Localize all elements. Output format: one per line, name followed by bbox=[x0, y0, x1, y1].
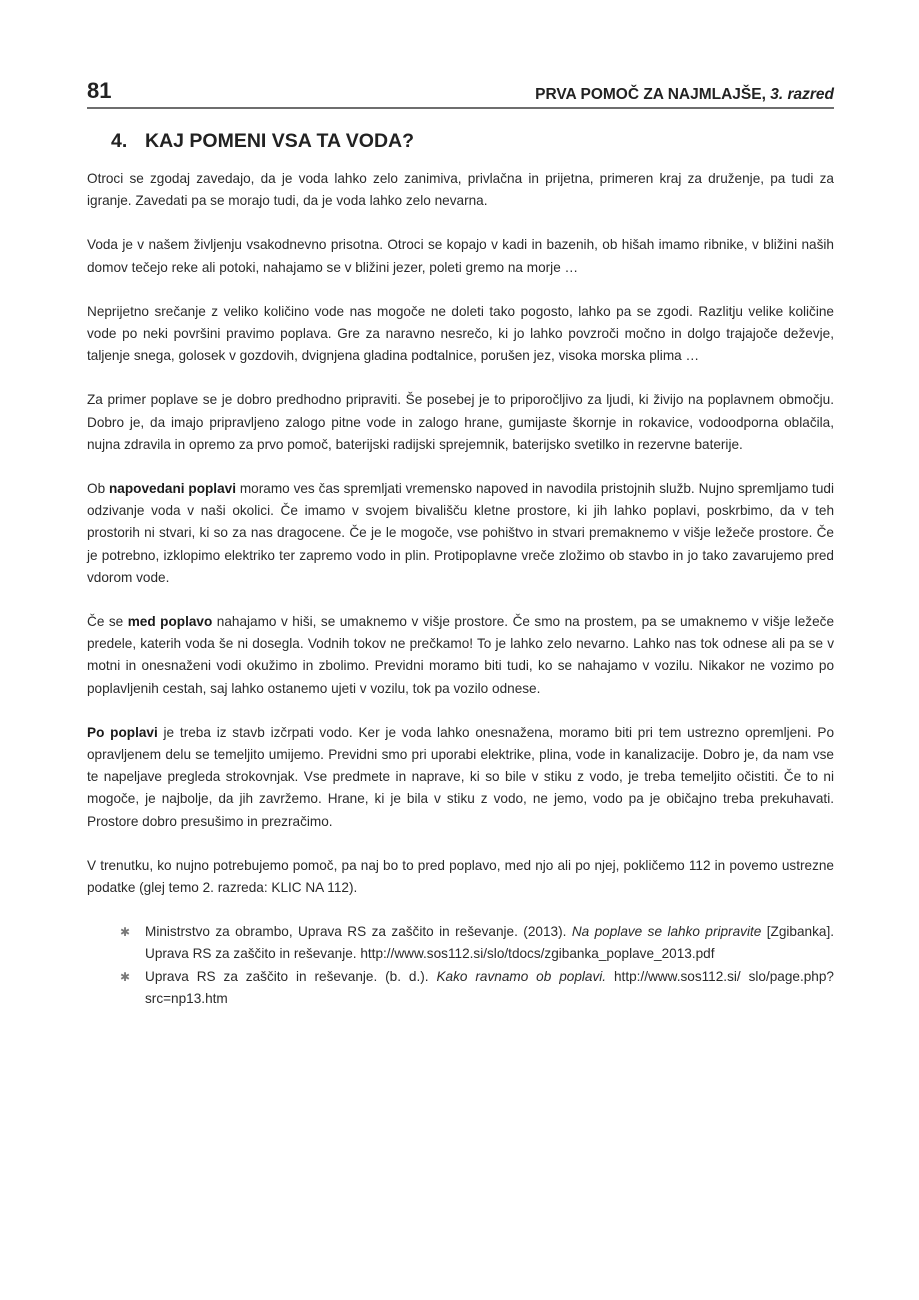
reference-item bbox=[120, 921, 834, 965]
paragraph-announced-flood bbox=[87, 478, 834, 589]
p6-prefix: Če se bbox=[87, 614, 128, 630]
reference-title: Kako ravnamo ob poplavi. bbox=[436, 968, 607, 984]
running-header bbox=[87, 72, 834, 104]
paragraph-after-flood bbox=[87, 722, 834, 833]
running-title-grade: 3. razred bbox=[770, 86, 834, 103]
paragraph-everyday-water: Voda je v našem življenju vsakodnevno prisotna. Otroci se kopajo v kadi in bazenih, ob hišah imamo ribnike, v bližini naših domov tečejo reke ali potoki, nahajamo se v bližini jezer, poleti gremo na morje … bbox=[87, 237, 834, 275]
p5-prefix: Ob bbox=[87, 481, 109, 497]
paragraph-flood-definition: Neprijetno srečanje z veliko količino vode nas mogoče ne doleti tako pogosto, lahko pa se zgodi. Razlitju velike količine vode po neki površini pravimo poplava. Gre za naravno nesrečo, ki jo lahko povzroči močno in dolgo trajajoče deževje, taljenje snega, golosek v gozdovih, dvignjena gladina podtalnice, porušen jez, visoka morska plima … bbox=[87, 303, 834, 364]
paragraph-intro: Otroci se zgodaj zavedajo, da je voda lahko zelo zanimiva, privlačna in prijetna, primeren kraj za druženje, pa tudi za igranje. Zavedati pa se morajo tudi, da je voda lahko zelo nevarna. bbox=[87, 171, 834, 209]
body-text bbox=[87, 168, 834, 1010]
reference-prefix: Ministrstvo za obrambo, Uprava RS za zaščito in reševanje. (2013). bbox=[145, 924, 572, 940]
p6-rest: nahajamo v hiši, se umaknemo v višje prostore. Če smo na prostem, pa se umaknemo v višje ležeče predele, katerih voda še ni dosegla. Vodnih tokov ne prečkamo! To je lahko zelo nevarno. Lahko nas tok odnese ali pa se v motni in onesnaženi vodi okužimo in zbolimo. Previdni moramo biti tudi, ko se nahajamo v vozilu. Nikakor ne vozimo po poplavljenih cestah, saj lahko ostanemo ujeti v vozilu, tok pa vozilo odnese. bbox=[87, 614, 835, 696]
p6-bold: med poplavo bbox=[127, 614, 213, 630]
p7-rest: je treba iz stavb izčrpati vodo. Ker je voda lahko onesnažena, moramo biti pri tem ustrezno opremljeni. Po opravljenem delu se temeljito umijemo. Previdni smo pri uporabi elektrike, plina, vode in kanalizacije. Dobro je, da nam vse te napeljave pregleda strokovnjak. Vse predmete in naprave, ki so bile v stiku z vodo, je treba temeljito očistiti. Če to ni mogoče, je najbolje, da jih zavržemo. Hrane, ki je bila v stiku z vodo, ne jemo, vodo pa je običajno treba prekuhavati. Prostore dobro presušimo in prezračimo. bbox=[87, 724, 834, 829]
asterisk-bullet-icon: ✱ bbox=[120, 969, 131, 984]
section-number: 4. bbox=[111, 130, 128, 152]
page-number: 81 bbox=[87, 78, 112, 103]
reference-item bbox=[120, 966, 834, 1010]
section-heading bbox=[111, 130, 414, 153]
reference-suffix: http://www.sos112.si/ slo/page.php?src=np13.htm bbox=[145, 968, 834, 1006]
p5-bold: napovedani poplavi bbox=[109, 481, 236, 497]
p7-bold: Po poplavi bbox=[87, 724, 158, 740]
reference-title: Na poplave se lahko pripravite bbox=[571, 924, 762, 940]
reference-suffix: [Zgibanka]. Uprava RS za zaščito in reševanje. http://www.sos112.si/slo/tdocs/zgibanka_poplave_2013.pdf bbox=[145, 924, 834, 962]
reference-prefix: Uprava RS za zaščito in reševanje. (b. d.). bbox=[145, 968, 437, 984]
paragraph-during-flood bbox=[87, 611, 834, 700]
paragraph-call-112: V trenutku, ko nujno potrebujemo pomoč, pa naj bo to pred poplavo, med njo ali po njej, pokličemo 112 in povemo ustrezne podatke (glej temo 2. razreda: KLIC NA 112). bbox=[87, 857, 834, 896]
paragraph-preparation: Za primer poplave se je dobro predhodno pripraviti. Še posebej je to priporočljivo za ljudi, ki živijo na poplavnem območju. Dobro je, da imajo pripravljeno zalogo pitne vode in zalogo hrane, gumijaste škornje in rokavice, vodoodporna oblačila, nujna zdravila in opremo za prvo pomoč, baterijski radijski sprejemnik, baterijsko svetilko in rezervne baterije. bbox=[87, 392, 834, 452]
asterisk-bullet-icon: ✱ bbox=[120, 925, 131, 940]
running-title bbox=[535, 86, 834, 104]
section-title: KAJ POMENI VSA TA VODA? bbox=[145, 130, 415, 152]
running-title-main: PRVA POMOČ ZA NAJMLAJŠE, bbox=[535, 86, 766, 103]
header-rule bbox=[87, 107, 834, 109]
reference-list bbox=[87, 921, 834, 1010]
p5-rest: moramo ves čas spremljati vremensko napoved in navodila pristojnih služb. Nujno spremljamo tudi odzivanje voda v naši okolici. Če imamo v svojem bivališču kletne prostore, ki jih lahko poplavi, poskrbimo, da v teh prostorih ni stvari, ki so za nas dragocene. Če je le mogoče, vse pohištvo in stvari premaknemo v višje ležeče prostore. Če je potrebno, izklopimo elektriko ter zapremo vodo in plin. Protipoplavne vreče zložimo ob stavbo in jo tako zavarujemo pred vdorom vode. bbox=[87, 481, 834, 585]
